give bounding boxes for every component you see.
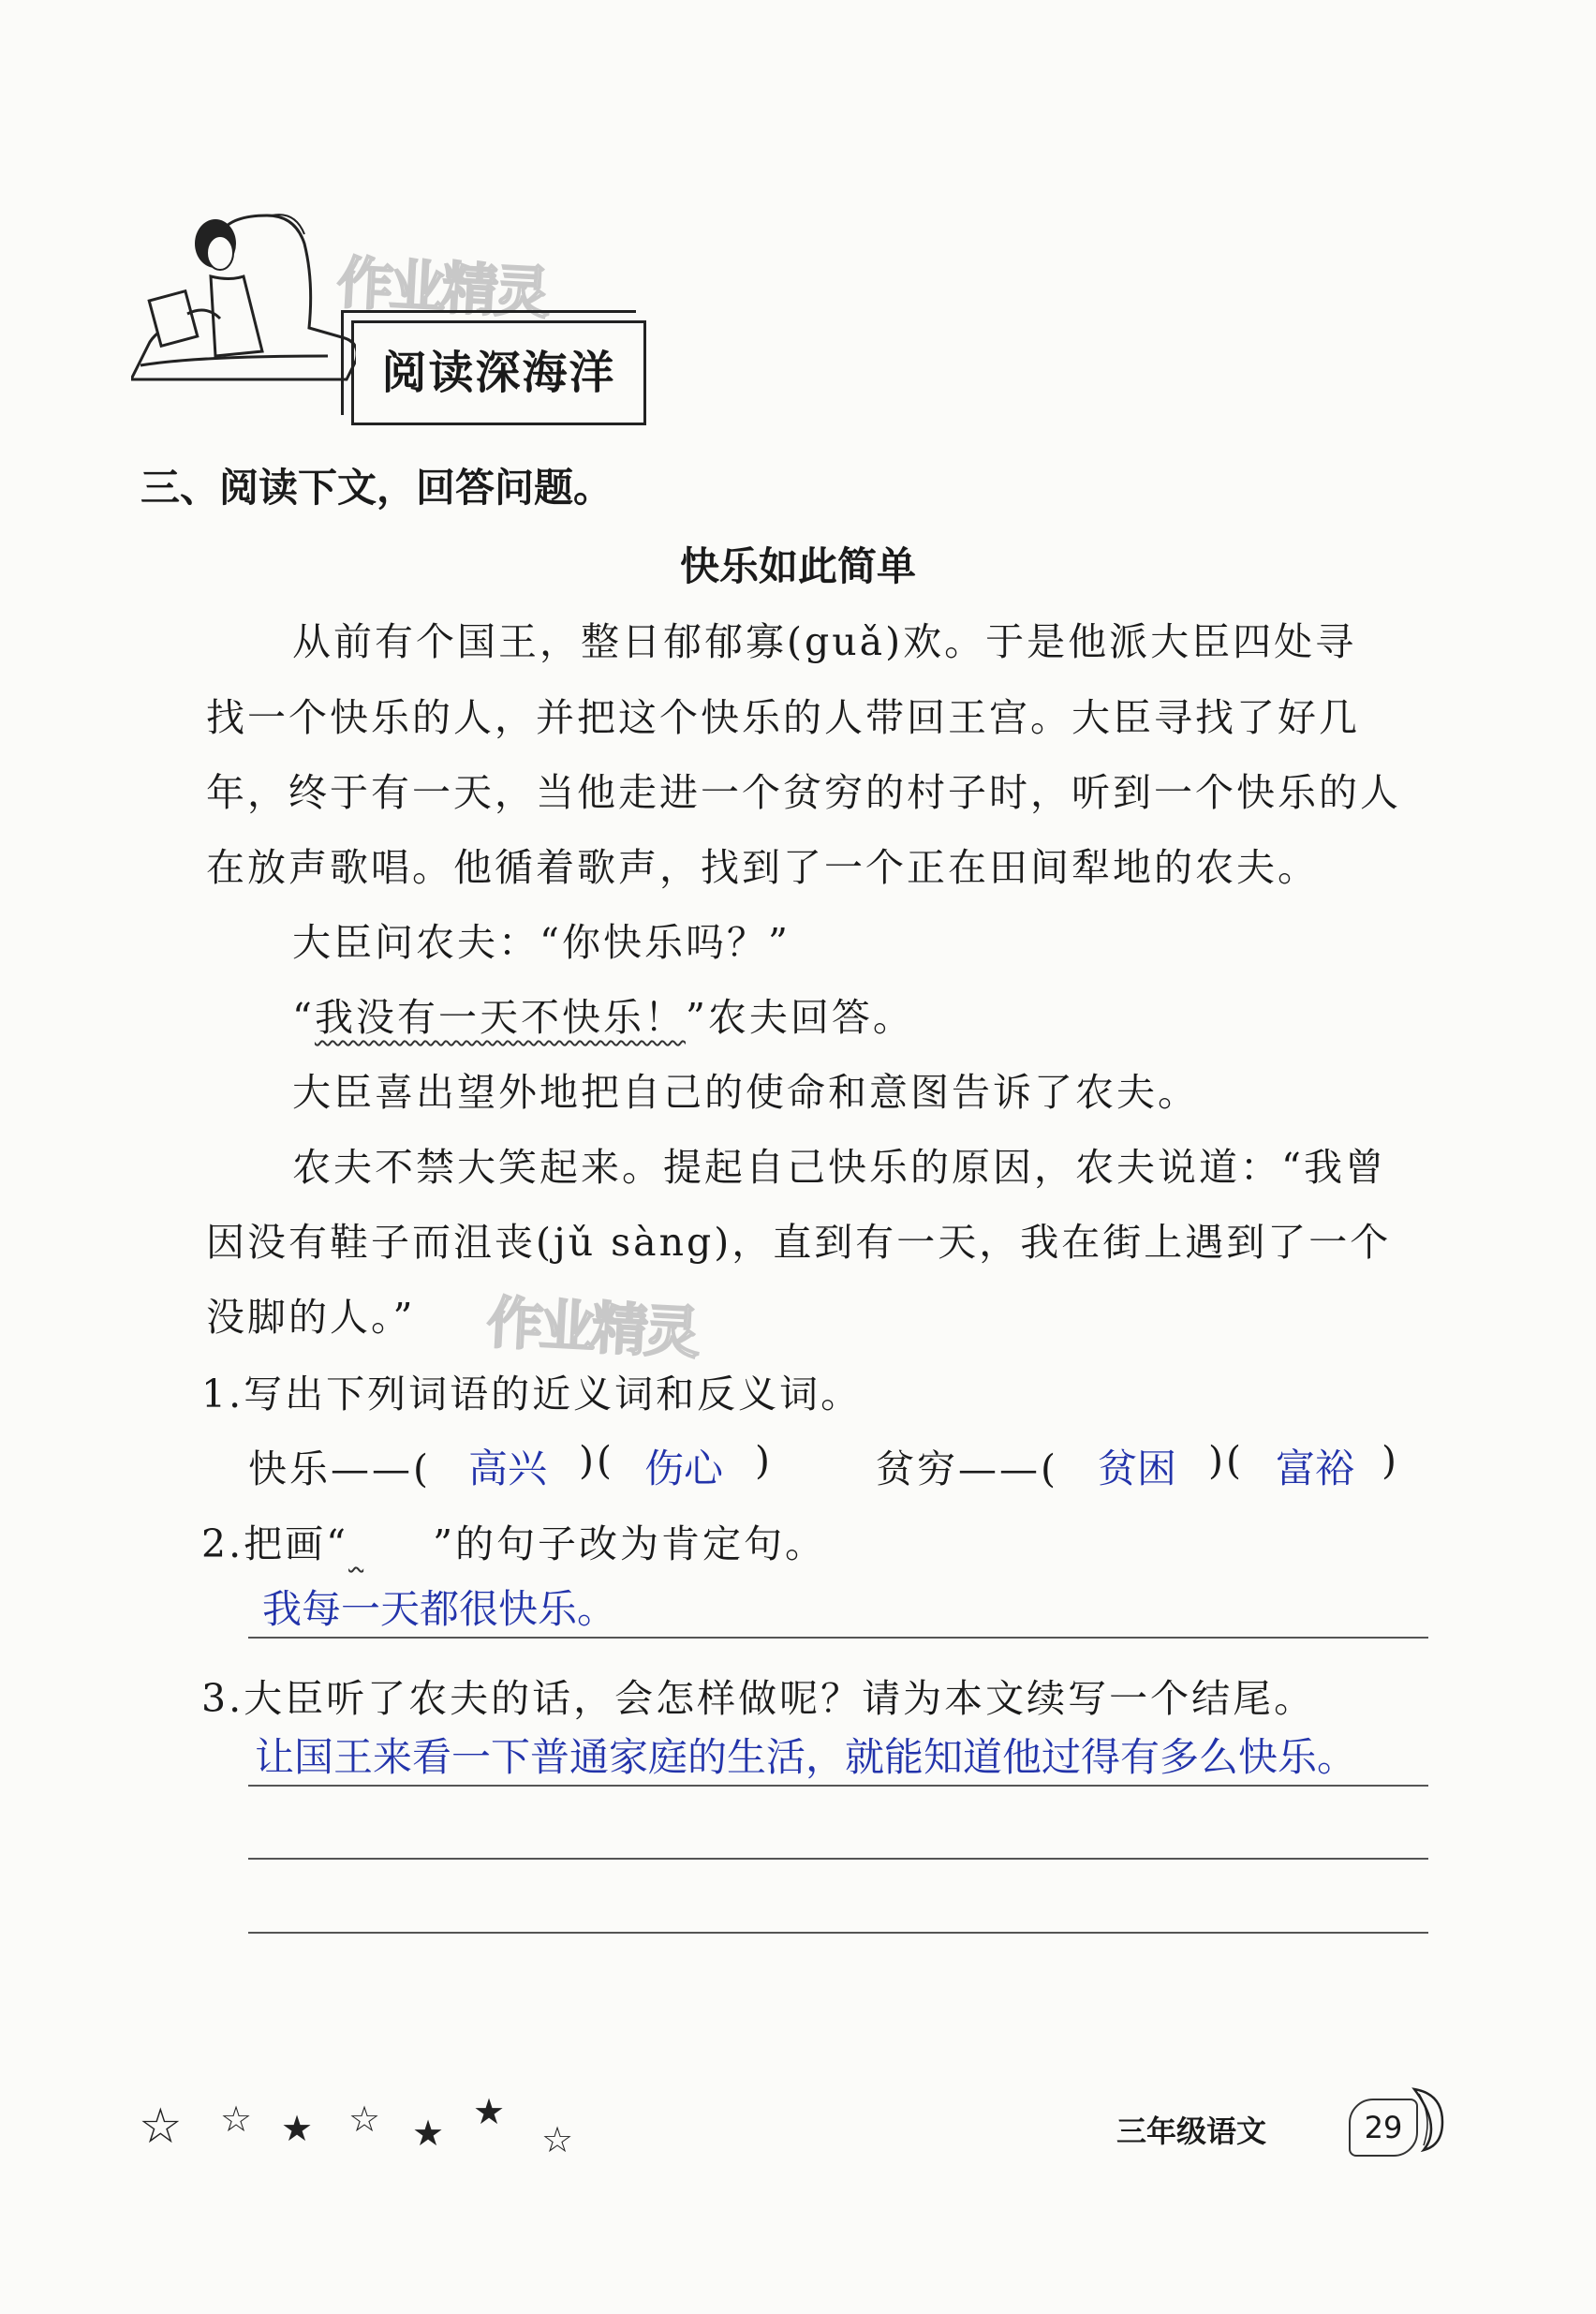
q1-prompt: 1.写出下列词语的近义词和反义词。: [201, 1372, 863, 1417]
page-number: 29: [1349, 2099, 1418, 2157]
header-title: 阅读深海洋: [381, 347, 616, 399]
star-icon: ☆: [541, 2119, 574, 2160]
q1-word1-synonym: 高兴: [468, 1446, 548, 1491]
quote-close: ”农夫回答。: [685, 995, 914, 1040]
q1-paren-close-1: ): [755, 1438, 773, 1483]
q2-answer[interactable]: 我每一天都很快乐。: [262, 1586, 617, 1632]
q1-paren-mid-1: )(: [579, 1438, 614, 1483]
q1-word2-synonym: 贫困: [1098, 1446, 1177, 1491]
star-icon: ☆: [348, 2099, 381, 2140]
q3-prompt: 3.大臣听了农夫的话，会怎样做呢？请为本文续写一个结尾。: [201, 1676, 1316, 1721]
story-line-9: 因没有鞋子而沮丧(jǔ sàng)，直到有一天，我在街上遇到了一个: [206, 1220, 1392, 1265]
story-line-4: 在放声歌唱。他循着歌声，找到了一个正在田间犁地的农夫。: [206, 845, 1319, 890]
story-line-6: [292, 986, 914, 1042]
q2-wavy-mark: [348, 1521, 433, 1566]
star-icon: ★: [281, 2108, 314, 2149]
footer-grade-label: 三年级语文: [1116, 2114, 1267, 2149]
story-line-5: 大臣问农夫：“你快乐吗？”: [292, 920, 791, 965]
section-heading: 三、阅读下文，回答问题。: [140, 465, 613, 511]
story-line-8: 农夫不禁大笑起来。提起自己快乐的原因，农夫说道：“我曾: [292, 1145, 1386, 1190]
q3-answer-line-3: [248, 1932, 1428, 1934]
q2-prompt-a: 2.把画“: [201, 1521, 349, 1566]
q2-answer-line: [248, 1637, 1428, 1639]
reading-boy-illustration: [131, 206, 356, 384]
star-icon: ☆: [139, 2099, 183, 2155]
q1-paren-close-2: ): [1382, 1438, 1399, 1483]
story-line-7: 大臣喜出望外地把自己的使命和意图告诉了农夫。: [292, 1070, 1199, 1115]
story-line-2: 找一个快乐的人，并把这个快乐的人带回王宫。大臣寻找了好几: [206, 695, 1360, 740]
q1-word1: 快乐——(: [248, 1446, 431, 1491]
watermark-2: 作业精灵: [485, 1290, 699, 1367]
q2-prompt: [201, 1513, 826, 1568]
story-line-1: 从前有个国王，整日郁郁寡(guǎ)欢。于是他派大臣四处寻: [292, 619, 1357, 664]
star-icon: ★: [473, 2091, 506, 2132]
q1-word1-antonym: 伤心: [644, 1446, 724, 1491]
story-line-3: 年，终于有一天，当他走进一个贫穷的村子时，听到一个快乐的人: [206, 770, 1401, 815]
star-icon: ★: [412, 2113, 445, 2154]
story-title: 快乐如此简单: [679, 543, 916, 589]
story-line-10: 没脚的人。”: [206, 1295, 416, 1340]
underlined-sentence: 我没有一天不快乐！: [314, 995, 686, 1040]
star-icon: ☆: [220, 2099, 253, 2140]
q2-prompt-b: ”的句子改为肯定句。: [433, 1521, 827, 1566]
q3-answer-line-1: [248, 1785, 1428, 1787]
q1-paren-mid-2: )(: [1208, 1438, 1244, 1483]
q3-answer-line-2: [248, 1858, 1428, 1860]
quote-open: “: [292, 995, 315, 1040]
q1-word2: 贫穷——(: [876, 1446, 1058, 1491]
watermark: 作业精灵: [335, 250, 549, 327]
q1-word2-antonym: 富裕: [1276, 1446, 1355, 1491]
q3-answer[interactable]: 让国王来看一下普通家庭的生活，就能知道他过得有多么快乐。: [255, 1734, 1357, 1780]
leaf-icon: [1405, 2080, 1452, 2155]
